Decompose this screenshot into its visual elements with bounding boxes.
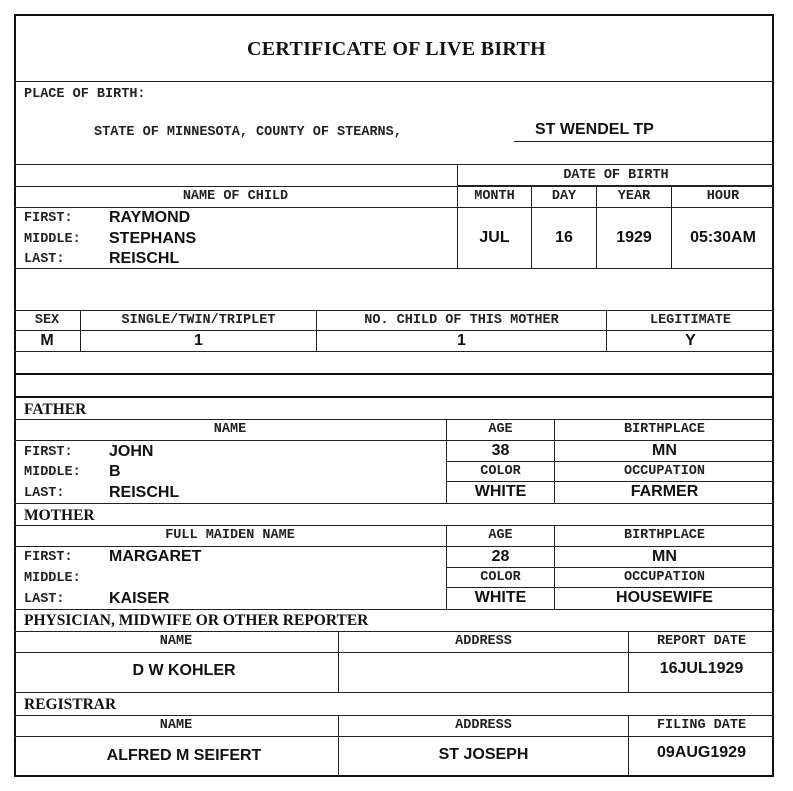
- father-section-title: FATHER: [24, 401, 87, 418]
- divider: [446, 481, 774, 482]
- registrar-address-header: ADDRESS: [455, 718, 512, 733]
- registrar-section-title: REGISTRAR: [24, 696, 117, 713]
- father-last-label: LAST:: [24, 486, 65, 501]
- divider: [14, 609, 774, 610]
- divider: [14, 330, 774, 331]
- year-header: YEAR: [617, 189, 651, 204]
- filing-date-header: FILING DATE: [656, 718, 747, 733]
- child-number-value: 1: [457, 332, 466, 349]
- mother-birthplace: MN: [652, 548, 677, 565]
- place-of-birth-label: PLACE OF BIRTH:: [24, 87, 146, 102]
- sex-header: SEX: [34, 313, 60, 328]
- name-of-child-header: NAME OF CHILD: [182, 189, 289, 204]
- father-occupation-header: OCCUPATION: [623, 464, 705, 479]
- legitimate-header: LEGITIMATE: [649, 313, 731, 328]
- mother-occupation-header: OCCUPATION: [623, 570, 705, 585]
- township-value: ST WENDEL TP: [535, 121, 654, 138]
- divider: [446, 587, 774, 588]
- physician-address-header: ADDRESS: [455, 634, 512, 649]
- father-birthplace-header: BIRTHPLACE: [623, 422, 705, 437]
- divider: [14, 396, 774, 398]
- legitimate-value: Y: [685, 332, 696, 349]
- father-middle-name: B: [109, 463, 121, 480]
- divider: [14, 186, 774, 187]
- plurality-header: SINGLE/TWIN/TRIPLET: [121, 313, 276, 328]
- township-underline: [514, 141, 772, 142]
- report-date: 16JUL1929: [659, 660, 744, 677]
- mother-age: 28: [491, 548, 510, 565]
- divider: [14, 652, 774, 653]
- birth-year: 1929: [616, 229, 652, 246]
- divider: [14, 546, 774, 547]
- mother-last-name: KAISER: [109, 590, 170, 607]
- mother-middle-label: MIDDLE:: [24, 571, 81, 586]
- father-middle-label: MIDDLE:: [24, 465, 81, 480]
- divider: [14, 351, 774, 352]
- mother-section-title: MOTHER: [24, 507, 95, 524]
- divider: [14, 503, 774, 504]
- father-first-name: JOHN: [109, 443, 154, 460]
- state-county-text: STATE OF MINNESOTA, COUNTY OF STEARNS,: [94, 125, 402, 140]
- father-name-header: NAME: [213, 422, 247, 437]
- child-first-name: RAYMOND: [109, 209, 191, 226]
- date-of-birth-header: DATE OF BIRTH: [563, 168, 669, 183]
- mother-first-label: FIRST:: [24, 550, 73, 565]
- child-middle-label: MIDDLE:: [24, 232, 81, 247]
- physician-name-header: NAME: [159, 634, 193, 649]
- divider: [14, 736, 774, 737]
- father-age-header: AGE: [488, 422, 513, 437]
- mother-age-header: AGE: [488, 528, 513, 543]
- child-last-name: REISCHL: [109, 250, 180, 267]
- divider: [14, 525, 774, 526]
- divider: [14, 310, 774, 311]
- mother-occupation: HOUSEWIFE: [616, 589, 713, 606]
- divider: [14, 81, 774, 82]
- father-birthplace: MN: [652, 442, 677, 459]
- father-color: WHITE: [474, 483, 527, 500]
- divider: [14, 692, 774, 693]
- father-first-label: FIRST:: [24, 445, 73, 460]
- filing-date: 09AUG1929: [657, 744, 746, 761]
- mother-last-label: LAST:: [24, 592, 65, 607]
- report-date-header: REPORT DATE: [656, 634, 747, 649]
- physician-section-title: PHYSICIAN, MIDWIFE OR OTHER REPORTER: [24, 612, 369, 629]
- registrar-name: ALFRED M SEIFERT: [106, 747, 262, 764]
- divider: [14, 164, 774, 165]
- child-first-label: FIRST:: [24, 211, 73, 226]
- certificate-title: CERTIFICATE OF LIVE BIRTH: [247, 38, 546, 60]
- mother-first-name: MARGARET: [109, 548, 202, 565]
- day-header: DAY: [551, 189, 577, 204]
- divider: [14, 419, 774, 420]
- birth-day: 16: [555, 229, 573, 246]
- father-last-name: REISCHL: [109, 484, 180, 501]
- hour-header: HOUR: [706, 189, 740, 204]
- mother-color: WHITE: [474, 589, 527, 606]
- plurality-value: 1: [194, 332, 203, 349]
- divider: [14, 715, 774, 716]
- registrar-name-header: NAME: [159, 718, 193, 733]
- birth-month: JUL: [479, 229, 510, 246]
- divider: [446, 461, 774, 462]
- father-occupation: FARMER: [630, 483, 699, 500]
- divider: [14, 440, 774, 441]
- registrar-address: ST JOSEPH: [438, 746, 529, 763]
- mother-color-header: COLOR: [480, 570, 521, 585]
- father-age: 38: [491, 442, 510, 459]
- father-color-header: COLOR: [480, 464, 521, 479]
- mother-name-header: FULL MAIDEN NAME: [165, 528, 295, 543]
- child-number-header: NO. CHILD OF THIS MOTHER: [364, 313, 559, 328]
- child-last-label: LAST:: [24, 252, 65, 267]
- divider: [14, 631, 774, 632]
- divider: [14, 207, 774, 208]
- divider: [14, 268, 774, 269]
- divider: [14, 373, 774, 375]
- month-header: MONTH: [474, 189, 515, 204]
- mother-birthplace-header: BIRTHPLACE: [623, 528, 705, 543]
- birth-hour: 05:30AM: [690, 229, 756, 246]
- physician-name: D W KOHLER: [132, 662, 236, 679]
- child-middle-name: STEPHANS: [109, 230, 197, 247]
- sex-value: M: [40, 332, 54, 349]
- divider: [446, 567, 774, 568]
